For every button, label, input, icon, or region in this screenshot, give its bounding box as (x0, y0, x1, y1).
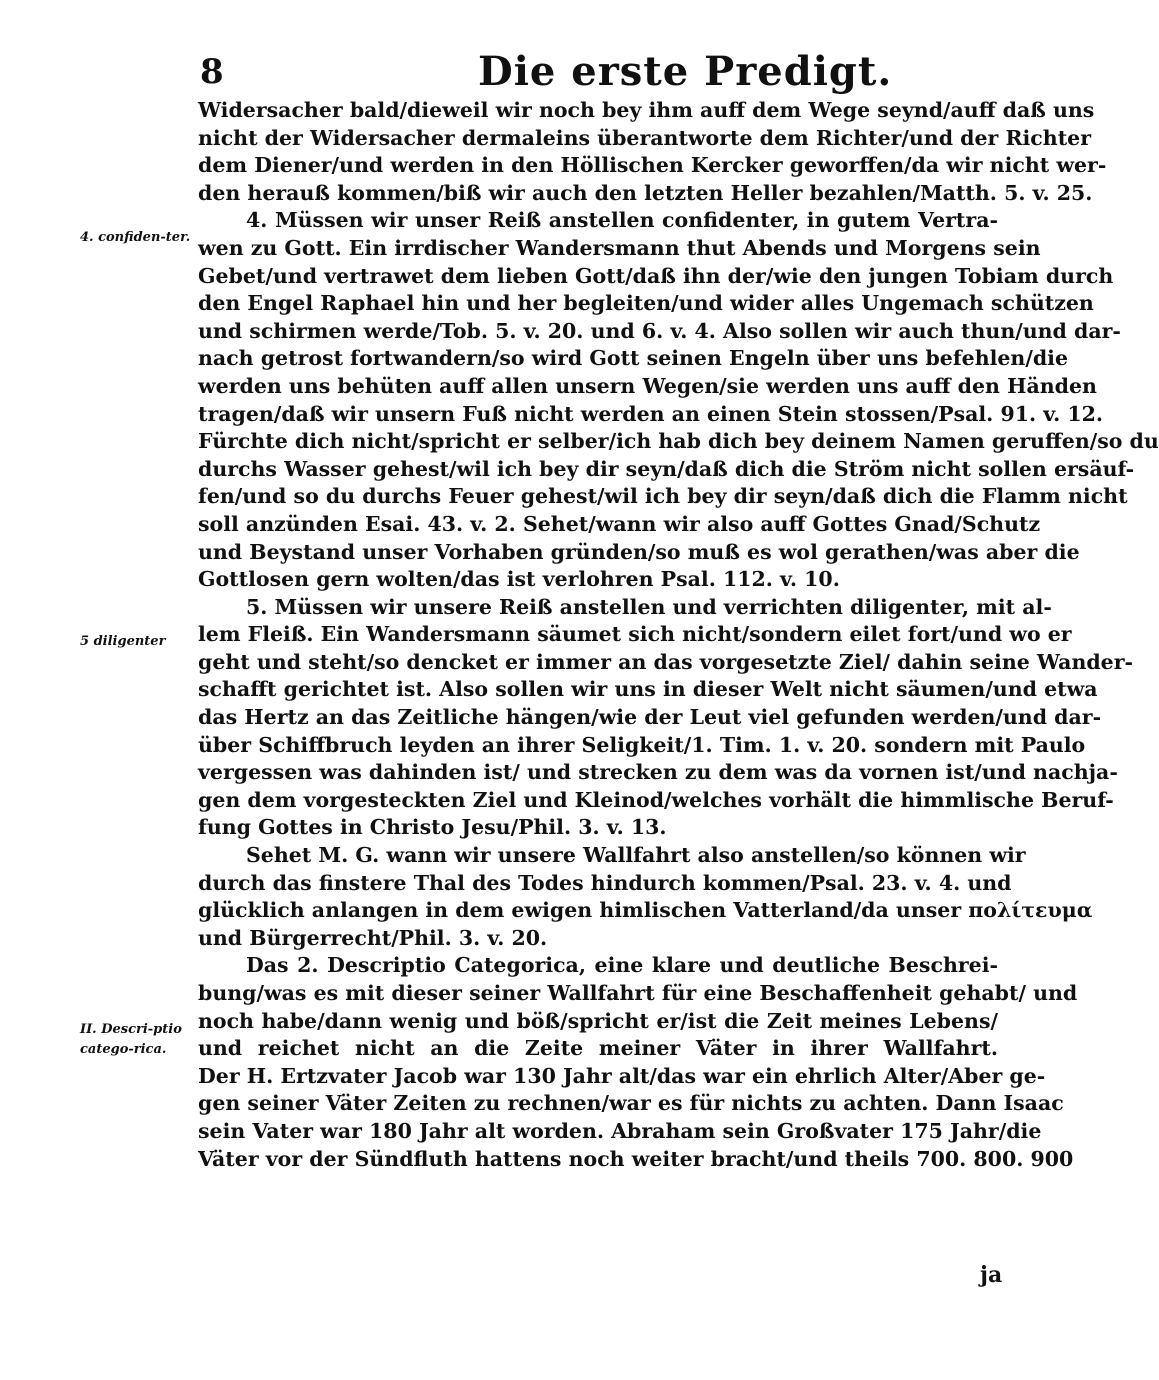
text-line: nach getrost fortwandern/so wird Gott seinen Engeln über uns befehlen/die (198, 346, 1068, 371)
text-line: soll anzünden Esai. 43. v. 2. Sehet/wann wir also auff Gottes Gnad/Schutz (198, 511, 1041, 536)
text-line: Widersacher bald/dieweil wir noch bey ihm auff dem Wege seynd/auff daß uns (198, 98, 1095, 122)
text-line: Der H. Ertzvater Jacob war 130 Jahr alt/das war ein ehrlich Alter/Aber ge- (198, 1063, 1046, 1088)
text-line: Gebet/und vertrawet dem lieben Gott/daß ihn der/wie den jungen Tobiam durch (198, 263, 1114, 288)
text-line: den Engel Raphael hin und her begleiten/und wider alles Ungemach schützen (198, 291, 1094, 316)
text-line: fung Gottes in Christo Jesu/Phil. 3. v. 13. (198, 815, 667, 840)
text-line: vergessen was dahinden ist/ und strecken zu dem was da vornen ist/und nachja- (198, 760, 1118, 785)
text-line: werden uns behüten auff allen unsern Wegen/sie werden uns auff den Händen (198, 373, 1097, 398)
text-line: Väter vor der Sündfluth hattens noch weiter bracht/und theils 700. 800. 900 (198, 1146, 1074, 1171)
text-line: tragen/daß wir unsern Fuß nicht werden an einen Stein stossen/Psal. 91. v. 12. (198, 401, 1104, 426)
margin-note-descriptio: II. Descri-ptio catego-rica. (80, 1022, 182, 1057)
text-line: 4. Müssen wir unser Reiß anstellen confidenter, in gutem Vertra- (246, 208, 998, 233)
text-line: Fürchte dich nicht/spricht er selber/ich hab dich bey deinem Namen geruffen/so du (198, 429, 1159, 454)
text-line: nicht der Widersacher dermaleins überantworte dem Richter/und der Richter (198, 125, 1092, 150)
text-line: schafft gerichtet ist. Also sollen wir uns in dieser Welt nicht säumen/und etwa (198, 677, 1098, 702)
text-line: geht und steht/so dencket er immer an das vorgesetzte Ziel/ dahin seine Wander- (198, 649, 1134, 674)
text-line: Das 2. Descriptio Categorica, eine klare und deutliche Beschrei- (246, 953, 998, 978)
text-line: glücklich anlangen in dem ewigen himlischen Vatterland/da unser πολίτευμα (198, 898, 1093, 923)
text-line: Sehet M. G. wann wir unsere Wallfahrt also anstellen/so können wir (246, 843, 1026, 868)
body-text (198, 97, 1159, 1173)
page-number: 8 (200, 52, 224, 92)
catchword: ja (980, 1262, 1003, 1288)
text-line: gen seiner Väter Zeiten zu rechnen/war es für nichts zu achten. Dann Isaac (198, 1091, 1064, 1116)
text-line: wen zu Gott. Ein irrdischer Wandersmann thut Abends und Morgens sein (198, 235, 1041, 260)
margin-note-diligenter: 5 diligenter (80, 634, 166, 649)
running-title: Die erste Predigt. (478, 48, 893, 95)
text-line: den herauß kommen/biß wir auch den letzten Heller bezahlen/Matth. 5. v. 25. (198, 180, 1093, 205)
text-line: Gottlosen gern wolten/das ist verlohren Psal. 112. v. 10. (198, 567, 840, 592)
text-line: 5. Müssen wir unsere Reiß anstellen und verrichten diligenter, mit al- (246, 594, 1052, 619)
text-line: durch das finstere Thal des Todes hindurch kommen/Psal. 23. v. 4. und (198, 870, 1012, 895)
text-line: und reichet nicht an die Zeite meiner Väter in ihrer Wallfahrt. (198, 1036, 998, 1061)
text-line: das Hertz an das Zeitliche hängen/wie der Leut viel gefunden werden/und dar- (198, 705, 1102, 730)
text-line: bung/was es mit dieser seiner Wallfahrt für eine Beschaffenheit gehabt/ und (198, 981, 1078, 1005)
text-line: über Schiffbruch leyden an ihrer Seligkeit/1. Tim. 1. v. 20. sondern mit Paulo (198, 732, 1086, 757)
text-line: und schirmen werde/Tob. 5. v. 20. und 6. v. 4. Also sollen wir auch thun/und dar- (198, 318, 1121, 343)
text-line: lem Fleiß. Ein Wandersmann säumet sich nicht/sondern eilet fort/und wo er (198, 622, 1072, 647)
text-line: dem Diener/und werden in den Höllischen Kercker geworffen/da wir nicht wer- (198, 153, 1107, 178)
text-line: durchs Wasser gehest/wil ich bey dir seyn/daß dich die Ström nicht sollen ersäuf- (198, 456, 1135, 481)
text-line: fen/und so du durchs Feuer gehest/wil ich bey dir seyn/daß dich die Flamm nicht (198, 484, 1128, 509)
text-line: und Beystand unser Vorhaben gründen/so muß es wol gerathen/was aber die (198, 539, 1080, 564)
text-line: sein Vater war 180 Jahr alt worden. Abraham sein Großvater 175 Jahr/die (198, 1118, 1042, 1143)
text-line: gen dem vorgesteckten Ziel und Kleinod/welches vorhält die himmlische Beruf- (198, 787, 1114, 812)
page-header (0, 48, 1024, 98)
text-line: und Bürgerrecht/Phil. 3. v. 20. (198, 925, 548, 950)
text-line: noch habe/dann wenig und böß/spricht er/ist die Zeit meines Lebens/ (198, 1008, 998, 1033)
margin-note-confidenter: 4. confiden-ter. (80, 230, 191, 245)
